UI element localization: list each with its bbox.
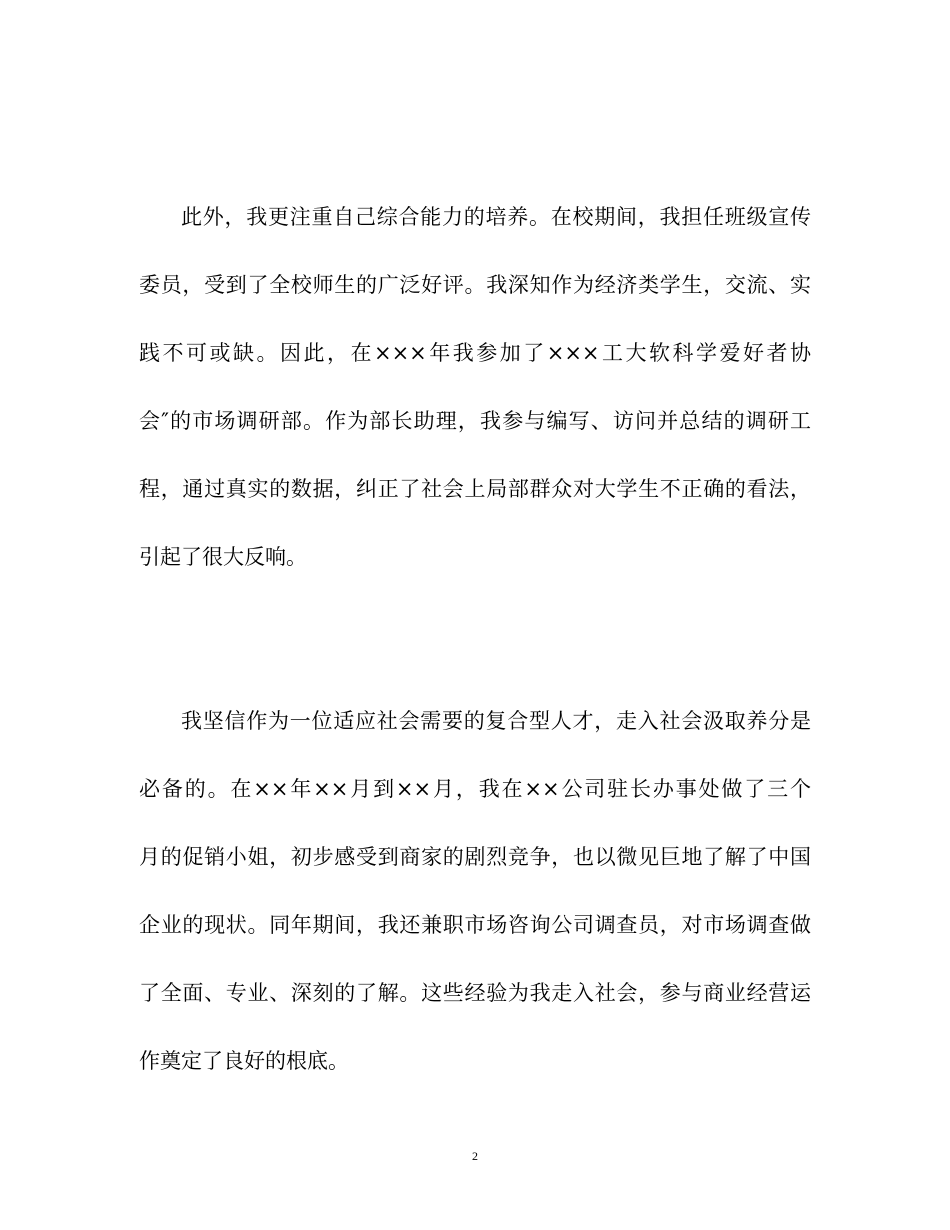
- paragraph-line: 委员，受到了全校师生的广泛好评。我深知作为经济类学生，交流、实: [139, 273, 811, 297]
- paragraph-line: 了全面、专业、深刻的了解。这些经验为我走入社会，参与商业经营运: [139, 981, 811, 1005]
- paragraph-line: 程，通过真实的数据，纠正了社会上局部群众对大学生不正确的看法，: [139, 477, 811, 501]
- paragraph-line: 会″的市场调研部。作为部长助理，我参与编写、访问并总结的调研工: [139, 409, 811, 433]
- paragraph-line: 必备的。在××年××月到××月，我在××公司驻长办事处做了三个: [139, 777, 811, 801]
- paragraph-line: 月的促销小姐，初步感受到商家的剧烈竞争，也以微见巨地了解了中国: [139, 845, 811, 869]
- paragraph-line: 作奠定了良好的根底。: [139, 1049, 349, 1073]
- paragraph-line: 我坚信作为一位适应社会需要的复合型人才，走入社会汲取养分是: [181, 709, 811, 733]
- paragraph-line: 践不可或缺。因此，在×××年我参加了×××工大软科学爱好者协: [139, 341, 811, 365]
- paragraph-line: 引起了很大反响。: [139, 545, 307, 569]
- paragraph-line: 企业的现状。同年期间，我还兼职市场咨询公司调查员，对市场调查做: [139, 913, 811, 937]
- page-number: 2: [472, 1149, 478, 1163]
- paragraph-line: 此外，我更注重自己综合能力的培养。在校期间，我担任班级宣传: [181, 205, 811, 229]
